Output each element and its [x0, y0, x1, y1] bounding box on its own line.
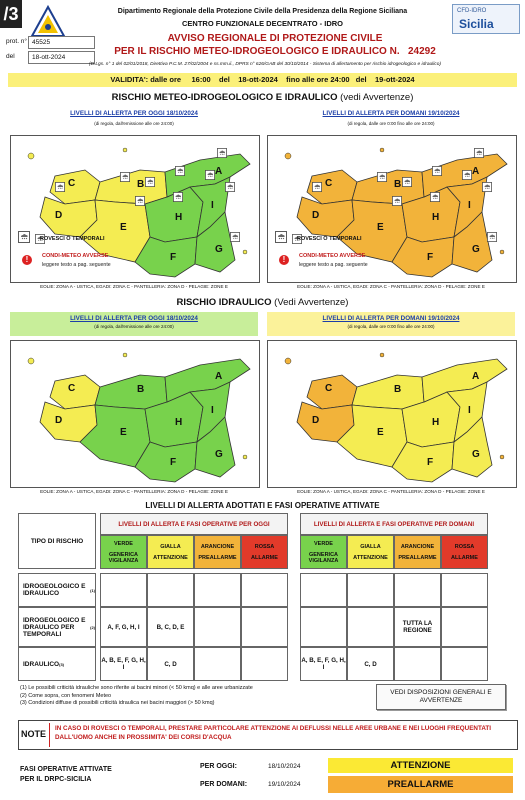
avviso-number: 24292: [407, 46, 436, 57]
table-cell: [394, 573, 441, 607]
zone-label-a: A: [472, 371, 480, 382]
zone-label-g: G: [215, 449, 223, 460]
footer-domani-phase: PREALLARME: [328, 776, 513, 793]
level-name: VERDE: [114, 540, 133, 547]
storm-icon: [205, 170, 214, 179]
level-header-arancione: [194, 535, 241, 569]
today-idraulico-header: LIVELLI DI ALLERTA PER OGGI 18/10/2024 (di regola, dall'emissione alle ore 24:00): [10, 312, 258, 336]
zone-label-i: I: [468, 405, 471, 416]
table-cell: [300, 607, 347, 647]
zone-label-d: D: [312, 210, 320, 221]
zone-label-c: C: [325, 178, 333, 189]
zone-label-b: B: [394, 179, 402, 190]
level-header-verde: [300, 535, 347, 569]
zone-label-g: G: [215, 244, 223, 255]
zone-b: [95, 170, 167, 204]
storm-icon: [462, 170, 471, 179]
footnote-3: (3) Condizioni diffuse di possibili criticità idraulica nei bacini maggiori (> 50 kmq): [20, 700, 215, 706]
zone-label-i: I: [468, 200, 471, 211]
storm-icon: [120, 172, 129, 181]
zone-label-f: F: [170, 252, 177, 263]
domani-header: LIVELLI DI ALLERTA E FASI OPERATIVE PER DOMANI: [300, 513, 488, 535]
table-cell: [194, 647, 241, 681]
zone-label-h: H: [432, 417, 440, 428]
island: [123, 353, 127, 357]
footer-oggi-label: PER OGGI:: [200, 763, 237, 770]
meteo-section-title: RISCHIO METEO-IDROGEOLOGICO E IDRAULICO (vedi Avvertenze): [111, 92, 414, 103]
level-sub: GENERICA VIGILANZA: [108, 551, 139, 564]
del-date: 18-ott-2024: [28, 51, 95, 64]
table-cell: [441, 573, 488, 607]
row-label: [18, 607, 96, 647]
table-cell: [194, 607, 241, 647]
zone-label-f: F: [427, 457, 434, 468]
storm-icon: [377, 172, 386, 181]
condi-meteo-label-tomorrow: CONDI-METEO AVVERSE: [299, 253, 366, 259]
level-sub: PREALLARME: [198, 554, 237, 561]
footer-oggi-phase: ATTENZIONE: [328, 758, 513, 773]
island: [243, 250, 247, 254]
tipo-rischio-header: TIPO DI RISCHIO: [18, 513, 96, 569]
footer-domani-label: PER DOMANI:: [200, 781, 248, 788]
level-header-rossa: [441, 535, 488, 569]
zone-b: [352, 170, 424, 204]
island: [243, 455, 247, 459]
zone-label-d: D: [55, 210, 63, 221]
zone-label-c: C: [325, 383, 333, 394]
table-cell: [347, 607, 394, 647]
zone-label-b: B: [137, 384, 145, 395]
table-cell: [241, 573, 288, 607]
table-cell: [241, 647, 288, 681]
level-name: GIALLA: [160, 543, 181, 550]
level-header-arancione: [394, 535, 441, 569]
level-header-verde: [100, 535, 147, 569]
storm-icon: [145, 177, 154, 186]
header-centro: CENTRO FUNZIONALE DECENTRATO - IDRO: [182, 19, 343, 28]
storm-icon: [482, 182, 491, 191]
storm-icon: [430, 192, 439, 201]
zone-label-e: E: [120, 427, 127, 438]
zone-label-e: E: [377, 427, 384, 438]
level-name: ARANCIONE: [200, 543, 235, 550]
eolie-note: EOLIE: ZONA A - USTICA, EGADI: ZONA C - PANTELLERIA: ZONA D - PELAGIE: ZONE E: [297, 489, 485, 494]
storm-icon: [217, 148, 226, 157]
storm-icon: [392, 196, 401, 205]
island: [380, 353, 384, 357]
zone-label-g: G: [472, 449, 480, 460]
page-number-badge: /3: [0, 0, 22, 28]
map-meteo-tomorrow: [267, 135, 517, 283]
island: [28, 358, 34, 364]
footnote-1: (1) Le possibili criticità idrauliche sono riferite ai bacini minori (< 50 kmq) e alle aree urbanizzate: [20, 685, 253, 691]
header-department: Dipartimento Regionale della Protezione Civile della Presidenza della Regione Siciliana: [117, 8, 408, 15]
del-label: del: [6, 53, 15, 60]
prot-number: 45525: [28, 36, 95, 49]
storm-icon: [135, 196, 144, 205]
island: [500, 250, 504, 254]
eolie-note: EOLIE: ZONA A - USTICA, EGADI: ZONA C - PANTELLERIA: ZONA D - PELAGIE: ZONE E: [40, 284, 228, 289]
eolie-note: EOLIE: ZONA A - USTICA, EGADI: ZONA C - PANTELLERIA: ZONA D - PELAGIE: ZONE E: [297, 284, 485, 289]
island: [285, 153, 291, 159]
storm-icon: [55, 182, 64, 191]
zone-label-a: A: [215, 371, 223, 382]
table-cell: [100, 573, 147, 607]
row-label-text: IDRAULICO: [23, 660, 60, 668]
tomorrow-column-subtitle: (di regola, dalle ore 0:00 fino alle ore 24:00): [347, 121, 435, 126]
zone-label-f: F: [170, 457, 177, 468]
level-sub: ALLARME: [451, 554, 478, 561]
table-cell: [441, 607, 488, 647]
condi-meteo-note-today: leggere testo a pag. seguente: [42, 262, 111, 268]
table-cell: A, B, E, F, G, H, I: [300, 647, 347, 681]
today-column-title: LIVELLI DI ALLERTA PER OGGI 18/10/2024: [70, 110, 198, 117]
table-cell: [394, 647, 441, 681]
storm-icon: [275, 230, 287, 242]
island: [285, 358, 291, 364]
protezione-civile-logo: [30, 4, 66, 40]
condi-meteo-label-today: CONDI-METEO AVVERSE: [42, 253, 109, 259]
zone-label-h: H: [175, 417, 183, 428]
footer-label-2: PER IL DRPC-SICILIA: [20, 776, 92, 783]
level-name: VERDE: [314, 540, 333, 547]
row-footnote-ref: (2): [90, 624, 95, 630]
zone-label-e: E: [120, 222, 127, 233]
island: [28, 153, 34, 159]
table-cell: [347, 573, 394, 607]
level-name: GIALLA: [360, 543, 381, 550]
storm-icon: [402, 177, 411, 186]
table-cell: A, F, G, H, I: [100, 607, 147, 647]
vedi-disposizioni-button[interactable]: VEDI DISPOSIZIONI GENERALI E AVVERTENZE: [376, 684, 506, 710]
level-name: ARANCIONE: [400, 543, 435, 550]
zone-label-d: D: [312, 415, 320, 426]
zone-label-d: D: [55, 415, 63, 426]
idraulico-section-title: RISCHIO IDRAULICO (Vedi Avvertenze): [176, 297, 349, 308]
storm-icon: [173, 192, 182, 201]
zone-label-i: I: [211, 200, 214, 211]
footer-oggi-date: 18/10/2024: [268, 763, 301, 770]
row-label-text: IDROGEOLOGICO E IDRAULICO PER TEMPORALI: [23, 616, 86, 638]
zone-label-h: H: [175, 212, 183, 223]
map-idraulico-tomorrow: [267, 340, 517, 488]
table-cell: B, C, D, E: [147, 607, 194, 647]
island: [500, 455, 504, 459]
table-cell: [147, 573, 194, 607]
storm-icon: [225, 182, 234, 191]
zone-label-b: B: [394, 384, 402, 395]
zone-b: [352, 375, 424, 409]
storm-icon: [18, 230, 30, 242]
storm-icon: [175, 166, 184, 175]
storm-icon: [432, 166, 441, 175]
zone-label-a: A: [472, 166, 480, 177]
level-sub: PREALLARME: [398, 554, 437, 561]
tomorrow-column-title: LIVELLI DI ALLERTA PER DOMANI 19/10/2024: [322, 110, 460, 117]
tomorrow-idraulico-header: LIVELLI DI ALLERTA PER DOMANI 19/10/2024 (di regola, dalle ore 0:00 fino alle ore 24:00): [267, 312, 515, 336]
row-footnote-ref: (1): [90, 587, 95, 593]
legal-reference: (D.Lgs. n° 1 del 02/01/2018, Direttiva P.C.M. 27/02/2004 e ss.mm.ii., DPRS n° 626/GAB del 30/10/2014 - Sistema di allertamento per rischio idrogeologico e idraulico): [89, 62, 441, 67]
cfd-idro-sicilia-logo: CFD-IDRO Sicilia: [452, 4, 520, 34]
validity-bar: VALIDITA': dalle ore 16:00 del 18-ott-2024 fino alle ore 24:00 del 19-ott-2024: [8, 73, 517, 87]
map-meteo-today: [10, 135, 260, 283]
level-sub: GENERICA VIGILANZA: [308, 551, 339, 564]
zone-label-h: H: [432, 212, 440, 223]
storm-icon: [474, 148, 483, 157]
map-idraulico-today: [10, 340, 260, 488]
island: [380, 148, 384, 152]
storm-icon: [312, 182, 321, 191]
level-header-gialla: [147, 535, 194, 569]
table-cell: TUTTA LA REGIONE: [394, 607, 441, 647]
zone-b: [95, 375, 167, 409]
storm-icon: [230, 232, 239, 241]
today-column-subtitle: (di regola, dall'emissione alle ore 24:00): [94, 121, 174, 126]
footnotes: [20, 685, 360, 708]
zone-label-c: C: [68, 178, 76, 189]
prot-label: prot. n°: [6, 38, 28, 45]
storm-icon: [487, 232, 496, 241]
zone-label-b: B: [137, 179, 145, 190]
footer-domani-date: 19/10/2024: [268, 781, 301, 788]
level-sub: ATTENZIONE: [353, 554, 388, 561]
table-title: LIVELLI DI ALLERTA ADOTTATI E FASI OPERATIVE ATTIVATE: [145, 501, 380, 510]
oggi-header: LIVELLI DI ALLERTA E FASI OPERATIVE PER OGGI: [100, 513, 288, 535]
zone-label-c: C: [68, 383, 76, 394]
row-label: [18, 573, 96, 607]
row-label-text: IDROGEOLOGICO E IDRAULICO: [23, 583, 86, 597]
footnote-2: (2) Come sopra, con fenomeni Meteo: [20, 692, 112, 699]
warning-icon: !: [22, 255, 32, 265]
note-box: [18, 720, 518, 750]
table-cell: [300, 573, 347, 607]
avviso-title: AVVISO REGIONALE DI PROTEZIONE CIVILE: [167, 33, 383, 44]
zone-label-a: A: [215, 166, 223, 177]
table-cell: A, B, E, F, G, H, I: [100, 647, 147, 681]
table-cell: C, D: [347, 647, 394, 681]
rovesci-label-tomorrow: ROVESCI O TEMPORALI: [297, 236, 362, 242]
zone-label-e: E: [377, 222, 384, 233]
level-sub: ALLARME: [251, 554, 278, 561]
eolie-note: EOLIE: ZONA A - USTICA, EGADI: ZONA C - PANTELLERIA: ZONA D - PELAGIE: ZONE E: [40, 489, 228, 494]
zone-label-i: I: [211, 405, 214, 416]
row-label: [18, 647, 96, 681]
note-text: IN CASO DI ROVESCI O TEMPORALI, PRESTARE PARTICOLARE ATTENZIONE AI DEFLUSSI NELLE AREE URBANE E NEI LUOGHI FREQUENTATI DALL'UOMO ANCHE IN PROSSIMITA' DEI CORSI D'ACQUA: [55, 725, 492, 741]
zone-label-f: F: [427, 252, 434, 263]
footer-label-1: FASI OPERATIVE ATTIVATE: [20, 766, 112, 773]
note-label: NOTE: [21, 729, 47, 739]
island: [123, 148, 127, 152]
warning-icon: !: [279, 255, 289, 265]
condi-meteo-note-tomorrow: leggere testo a pag. seguente: [299, 262, 368, 268]
level-name: ROSSA: [454, 543, 475, 550]
level-header-rossa: [241, 535, 288, 569]
table-cell: C, D: [147, 647, 194, 681]
table-cell: [441, 647, 488, 681]
avviso-subtitle: PER IL RISCHIO METEO-IDROGEOLOGICO E IDRAULICO N. 24292: [114, 46, 436, 57]
zone-label-g: G: [472, 244, 480, 255]
level-name: ROSSA: [254, 543, 275, 550]
level-sub: ATTENZIONE: [153, 554, 188, 561]
level-header-gialla: [347, 535, 394, 569]
table-cell: [241, 607, 288, 647]
row-footnote-ref: (3): [59, 661, 64, 667]
table-cell: [194, 573, 241, 607]
rovesci-label-today: ROVESCI O TEMPORALI: [40, 236, 105, 242]
